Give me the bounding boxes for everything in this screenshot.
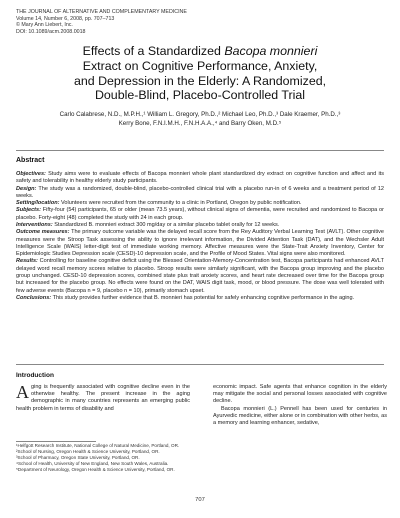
footnote-4: ⁴School of Health, University of New England, New South Wales, Australia. <box>16 461 169 467</box>
title-line1: Effects of a Standardized <box>82 44 225 58</box>
design-label: Design: <box>16 185 37 192</box>
conclusions-label: Conclusions: <box>16 294 52 301</box>
abstract-setting: Setting/location: Volunteers were recruited from the community to a clinic in Portland, Oregon by public notification. <box>16 200 302 207</box>
interventions-label: Interventions: <box>16 221 53 228</box>
author-list <box>20 111 380 128</box>
intro-right-text: economic impact. Safe agents that enhance cognition in the elderly may mitigate the social and personal losses associated with cognitive decline. <box>213 384 387 405</box>
journal-copyright: © Mary Ann Liebert, Inc. <box>16 22 73 29</box>
journal-doi: DOI: 10.1089/acm.2008.0018 <box>16 28 86 35</box>
journal-header <box>16 9 187 35</box>
journal-volume: Volume 14, Number 6, 2008, pp. 707–713 <box>16 15 115 22</box>
intro-left-text: ging is frequently associated with cognitive decline even in the otherwise healthy. The present increase in the aging demographic in many countries represents an emerging public health problem in terms of disability and <box>16 384 190 412</box>
subjects-label: Subjects: <box>16 207 41 214</box>
drop-cap: A <box>16 382 29 402</box>
abstract-conclusions: Conclusions: This study provides further evidence that B. monnieri has potential for safely enhancing cognitive performance in the aging. <box>16 294 355 301</box>
footnote-3: ³School of Pharmacy, Oregon State University, Portland, OR. <box>16 455 140 461</box>
abstract-interventions: Interventions: Standardized B. monnieri extract 300 mg/day or a similar placebo tablet orally for 12 weeks. <box>16 221 280 228</box>
divider-bottom <box>16 364 384 365</box>
title-line4: Double-Blind, Placebo-Controlled Trial <box>94 88 306 103</box>
footnote-5: ⁵Department of Neurology, Oregon Health & Science University, Portland, OR. <box>16 467 175 473</box>
title-line2: Extract on Cognitive Performance, Anxiety, <box>82 58 318 73</box>
divider-top <box>16 150 384 151</box>
intro-right-column <box>213 384 387 427</box>
objectives-label: Objectives: <box>16 171 46 177</box>
abstract-design: Design: The study was a randomized, double-blind, placebo-controlled clinical trial with a placebo run-in of 6 weeks and a treatment period of 12 weeks. <box>16 185 384 199</box>
abstract-heading: Abstract <box>16 157 45 164</box>
authors-line1: Carlo Calabrese, N.D., M.P.H.,¹ William L. Gregory, Ph.D.,² Michael Leo, Ph.D.,³ Dale Kraemer, Ph.D.,³ <box>59 111 341 118</box>
abstract-body <box>16 171 384 302</box>
results-label: Results: <box>16 258 38 265</box>
outcome-label: Outcome measures: <box>16 229 70 236</box>
affiliation-footnotes <box>16 443 216 473</box>
setting-label: Setting/location: <box>16 200 60 207</box>
abstract-outcome: Outcome measures: The primary outcome variable was the delayed recall score from the Rey Auditory Verbal Learning Test (AVLT). Other cognitive measures were the Stroop Task assessing the ability to ignore irrelevant information, the Divided Attention Task (DAT), and the Wechsler Adult Intelligence Scale (WAIS) letter-digit test of immediate working memory. Affective measures were the State-Trait Anxiety Inventory, Center for Epidemiologic Studies Depression scale (CESD)-10 depression scale, and the Profile of Mood States. Vital signs were also monitored. <box>16 229 384 258</box>
introduction-heading: Introduction <box>16 372 54 379</box>
page-number: 707 <box>195 497 205 503</box>
article-title <box>30 44 370 103</box>
title-line1-species: Bacopa monnieri <box>224 44 318 58</box>
footnote-2: ²School of Nursing, Oregon Health & Science University, Portland, OR. <box>16 449 160 455</box>
abstract-objectives: Objectives: Study aims were to evaluate effects of Bacopa monnieri whole plant standardized dry extract on cognitive function and affect and its safety and tolerability in healthy elderly study participants. <box>16 171 384 185</box>
footnote-rule <box>16 441 96 442</box>
authors-line2: Kerry Bone, F.N.I.M.H., F.N.H.A.A.,⁴ and Barry Oken, M.D.⁵ <box>118 119 282 127</box>
title-line3: and Depression in the Elderly: A Randomized, <box>73 73 327 88</box>
abstract-results: Results: Controlling for baseline cognitive deficit using the Blessed Orientation-Memory-Concentration test, Bacopa participants had enhanced AVLT delayed word recall memory scores relative to placebo. Stroop results were similarly significant, with the Bacopa group improving and the placebo group unchanged. CESD-10 depression scores, combined state plus trait anxiety scores, and heart rate decreased over time for the Bacopa group but increased for the placebo group. No effects were found on the DAT, WAIS digit task, mood, or blood pressure. The dose was well tolerated with few adverse events (Bacopa n = 9, placebo n = 10), primarily stomach upset. <box>16 258 384 294</box>
intro-right-text-2: Bacopa monnieri (L.) Pennell has been used for centuries in Ayurvedic medicine, either alone or in combination with other herbs, as a memory and learning enhancer, sedative, <box>213 405 387 427</box>
journal-name: THE JOURNAL OF ALTERNATIVE AND COMPLEMENTARY MEDICINE <box>16 9 187 15</box>
intro-left-column <box>16 384 190 413</box>
abstract-subjects: Subjects: Fifty-four (54) participants, 65 or older (mean 73.5 years), without clinical signs of dementia, were recruited and randomized to Bacopa or placebo. Forty-eight (48) completed the study with 24 in each group. <box>16 207 384 221</box>
footnote-1: ¹Helfgott Research Institute, National College of Natural Medicine, Portland, OR. <box>16 443 180 448</box>
